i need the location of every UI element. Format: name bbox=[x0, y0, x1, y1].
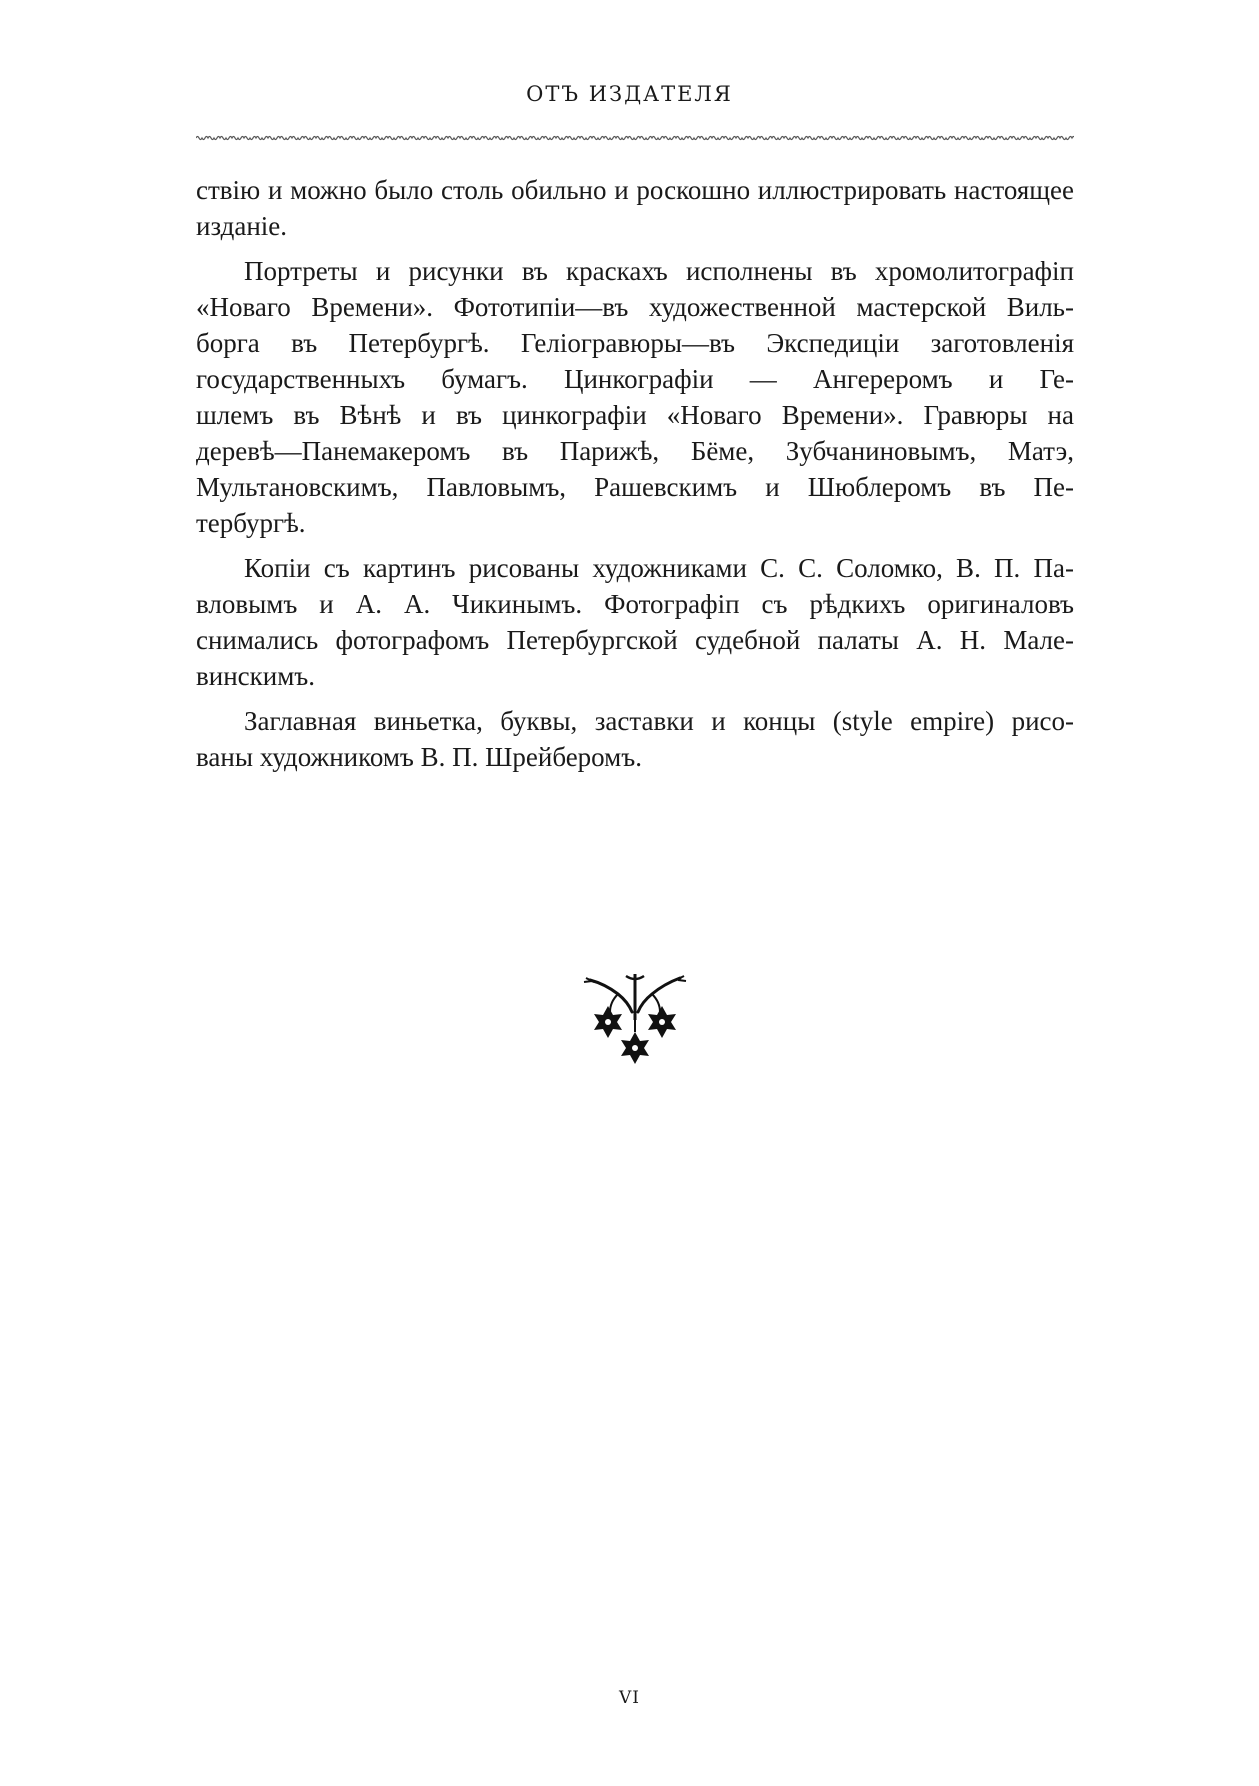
paragraph bbox=[196, 703, 1074, 775]
page-number: VI bbox=[619, 1688, 640, 1708]
body-text bbox=[196, 172, 1074, 775]
text-line: ствію и можно было столь обильно и роскошно иллюстрировать настоящее bbox=[196, 175, 1074, 205]
text-line: Копіи съ картинъ рисованы художниками С. С. Соломко, В. П. Па- bbox=[244, 553, 1074, 583]
text-line: изданіе. bbox=[196, 211, 288, 241]
text-line: вловымъ и А. А. Чикинымъ. Фотографіп съ рѣдкихъ оригиналовъ bbox=[196, 589, 1074, 619]
paragraph bbox=[196, 172, 1074, 244]
text-line: снимались фотографомъ Петербургской судебной палаты А. Н. Мале- bbox=[196, 625, 1074, 655]
paragraph bbox=[196, 253, 1074, 541]
text-line: ваны художникомъ В. П. Шрейберомъ. bbox=[196, 742, 642, 772]
text-line: винскимъ. bbox=[196, 661, 315, 691]
text-line: Мультановскимъ, Павловымъ, Рашевскимъ и Шюблеромъ въ Пе- bbox=[196, 472, 1074, 502]
text-line: «Новаго Времени». Фототипіи—въ художественной мастерской Виль- bbox=[196, 292, 1074, 322]
text-line: борга въ Петербургѣ. Геліогравюры—въ Экспедиціи заготовленія bbox=[196, 328, 1074, 358]
running-title: ОТЪ ИЗДАТЕЛЯ bbox=[526, 82, 733, 106]
text-line: тербургѣ. bbox=[196, 508, 306, 538]
text-line: Портреты и рисунки въ краскахъ исполнены въ хромолитографіп bbox=[244, 256, 1074, 286]
text-line: Заглавная виньетка, буквы, заставки и концы (style empire) рисо- bbox=[244, 706, 1074, 736]
paragraph bbox=[196, 550, 1074, 694]
wavy-header-rule bbox=[196, 134, 1074, 142]
text-line: государственныхъ бумагъ. Цинкографіи — Ангереромъ и Ге- bbox=[196, 364, 1074, 394]
text-line: шлемъ въ Вѣнѣ и въ цинкографіи «Новаго Времени». Гравюры на bbox=[196, 400, 1074, 430]
text-line: деревѣ—Панемакеромъ въ Парижѣ, Бёме, Зубчаниновымъ, Матэ, bbox=[196, 436, 1074, 466]
star-flower-tailpiece-icon bbox=[580, 972, 690, 1072]
